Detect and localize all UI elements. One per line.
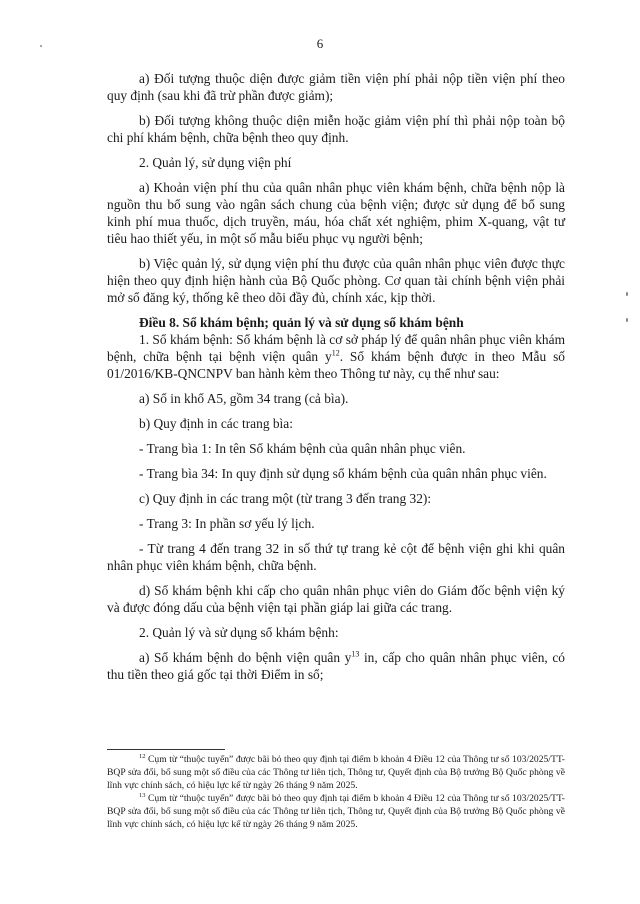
paragraph: - Trang bìa 1: In tên Sổ khám bệnh của quân nhân phục viên. bbox=[139, 441, 466, 456]
footnote-separator bbox=[107, 749, 225, 750]
scan-speck bbox=[40, 45, 42, 47]
footnotes bbox=[107, 753, 565, 831]
paragraph bbox=[107, 331, 565, 382]
paragraph-text: in, cấp cho quân nhân phục viên, có thu tiền theo giá gốc tại thời Điểm in sổ; bbox=[107, 650, 565, 682]
footnote-reference[interactable]: 13 bbox=[351, 649, 360, 659]
paragraph: b) Đối tượng không thuộc diện miễn hoặc giảm viện phí thì phải nộp toàn bộ chi phí khám bệnh, chữa bệnh theo quy định. bbox=[107, 113, 565, 145]
scan-speck bbox=[626, 318, 628, 322]
paragraph: b) Quy định in các trang bìa: bbox=[139, 416, 293, 431]
paragraph: - Trang bìa 34: In quy định sử dụng sổ khám bệnh của quân nhân phục viên. bbox=[139, 466, 547, 481]
scan-speck bbox=[626, 292, 628, 296]
paragraph bbox=[107, 649, 565, 683]
section-title: 2. Quản lý và sử dụng sổ khám bệnh: bbox=[139, 625, 339, 640]
paragraph-text: . Sổ khám bệnh được in theo Mẫu số 01/2016/KB-QNCNPV ban hành kèm theo Thông tư này, cụ thể như sau: bbox=[107, 349, 565, 381]
footnote bbox=[107, 753, 565, 792]
page-number: 6 bbox=[316, 36, 324, 51]
paragraph-text: 1. Sổ khám bệnh: Sổ khám bệnh là cơ sở pháp lý để quân nhân phục viên khám bệnh, chữa bệnh tại bệnh viện quân y bbox=[107, 332, 565, 364]
footnote-reference[interactable]: 12 bbox=[331, 348, 340, 358]
paragraph: d) Sổ khám bệnh khi cấp cho quân nhân phục viên do Giám đốc bệnh viện ký và được đóng dấu của bệnh viện tại phần giáp lai giữa các trang. bbox=[107, 583, 565, 615]
footnote-mark: 13 bbox=[139, 791, 146, 799]
paragraph: b) Việc quản lý, sử dụng viện phí thu được của quân nhân phục viên được thực hiện theo quy định hiện hành của Bộ Quốc phòng. Cơ quan tài chính bệnh viện phải mở sổ đăng ký, thống kê theo dõi đầy đủ, chính xác, kịp thời. bbox=[107, 256, 565, 305]
paragraph: a) Đối tượng thuộc diện được giảm tiền viện phí phải nộp tiền viện phí theo quy định (sau khi đã trừ phần được giảm); bbox=[107, 71, 565, 103]
section-title: 2. Quản lý, sử dụng viện phí bbox=[139, 155, 292, 170]
footnote bbox=[107, 792, 565, 831]
paragraph: a) Sổ in khổ A5, gồm 34 trang (cả bìa). bbox=[139, 391, 349, 406]
body-text bbox=[107, 70, 565, 691]
footnote-mark: 12 bbox=[139, 752, 146, 760]
article-heading: Điều 8. Sổ khám bệnh; quản lý và sử dụng sổ khám bệnh bbox=[139, 315, 464, 330]
footnote-text: Cụm từ “thuộc tuyến” được bãi bỏ theo quy định tại điểm b khoản 4 Điều 12 của Thông tư số 103/2025/TT-BQP sửa đổi, bổ sung một số điều của các Thông tư liên tịch, Thông tư, Quyết định của Bộ trưởng Bộ Quốc phòng về lĩnh vực chính sách, có hiệu lực kể từ ngày 26 tháng 9 năm 2025. bbox=[107, 754, 565, 791]
paragraph-text: a) Sổ khám bệnh do bệnh viện quân y bbox=[139, 650, 352, 665]
paragraph: c) Quy định in các trang một (từ trang 3 đến trang 32): bbox=[139, 491, 432, 506]
paragraph: - Từ trang 4 đến trang 32 in số thứ tự trang kẻ cột để bệnh viện ghi khi quân nhân phục viên khám bệnh, chữa bệnh. bbox=[107, 541, 565, 573]
footnote-text: Cụm từ “thuộc tuyến” được bãi bỏ theo quy định tại điểm b khoản 4 Điều 12 của Thông tư số 103/2025/TT-BQP sửa đổi, bổ sung một số điều của các Thông tư liên tịch, Thông tư, Quyết định của Bộ trưởng Bộ Quốc phòng về lĩnh vực chính sách, có hiệu lực kể từ ngày 26 tháng 9 năm 2025. bbox=[107, 793, 565, 830]
paragraph: - Trang 3: In phần sơ yếu lý lịch. bbox=[139, 516, 315, 531]
paragraph: a) Khoản viện phí thu của quân nhân phục viên khám bệnh, chữa bệnh nộp là nguồn thu bổ sung vào ngân sách chung của bệnh viện; được sử dụng để bổ sung kinh phí mua thuốc, dịch truyền, máu, hóa chất xét nghiệm, phim X-quang, vật tư tiêu hao thiết yếu, in một số mẫu biểu phục vụ người bệnh; bbox=[107, 180, 565, 246]
